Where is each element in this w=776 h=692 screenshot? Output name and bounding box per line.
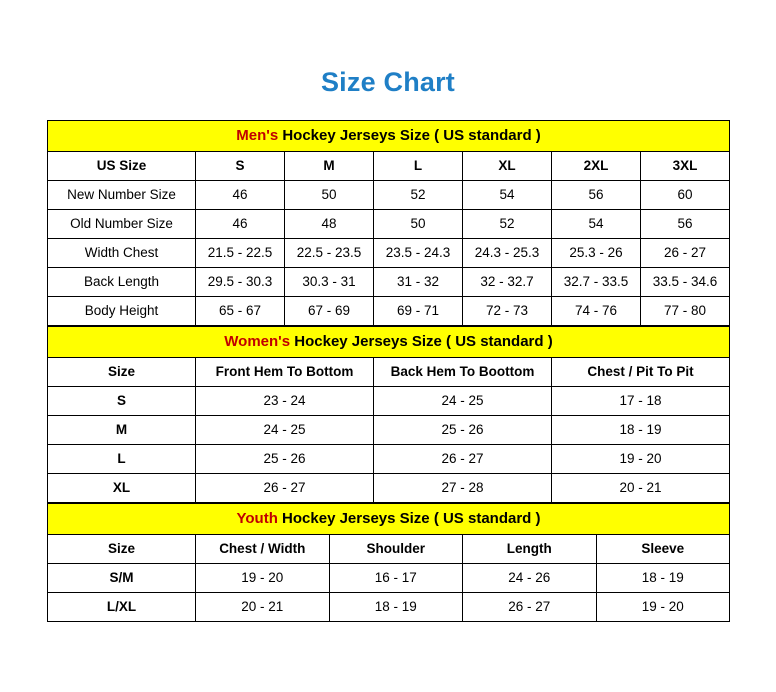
mens-row-1-val-3: 52 bbox=[463, 210, 552, 239]
mens-col-2: M bbox=[285, 152, 374, 181]
youth-row-0-val-2: 24 - 26 bbox=[463, 564, 597, 593]
mens-row-0-val-3: 54 bbox=[463, 181, 552, 210]
mens-row-0-val-1: 50 bbox=[285, 181, 374, 210]
table-row bbox=[48, 181, 730, 210]
womens-row-1-val-2: 18 - 19 bbox=[552, 416, 730, 445]
youth-row-1-val-0: 20 - 21 bbox=[196, 593, 330, 622]
womens-col-2: Back Hem To Boottom bbox=[374, 358, 552, 387]
womens-header-accent: Women's bbox=[224, 333, 291, 350]
table-row bbox=[48, 297, 730, 326]
womens-row-3-label: XL bbox=[48, 474, 196, 503]
mens-row-4-val-2: 69 - 71 bbox=[374, 297, 463, 326]
youth-col-4: Sleeve bbox=[596, 535, 730, 564]
mens-row-2-val-4: 25.3 - 26 bbox=[552, 239, 641, 268]
mens-row-1-val-5: 56 bbox=[641, 210, 730, 239]
womens-section-header-cell bbox=[48, 327, 730, 358]
mens-row-3-val-3: 32 - 32.7 bbox=[463, 268, 552, 297]
mens-row-2-val-0: 21.5 - 22.5 bbox=[196, 239, 285, 268]
womens-row-0-val-1: 24 - 25 bbox=[374, 387, 552, 416]
womens-row-1-val-0: 24 - 25 bbox=[196, 416, 374, 445]
youth-section-header-cell bbox=[48, 504, 730, 535]
mens-row-4-label: Body Height bbox=[48, 297, 196, 326]
mens-col-1: S bbox=[196, 152, 285, 181]
mens-row-4-val-1: 67 - 69 bbox=[285, 297, 374, 326]
mens-row-1-val-1: 48 bbox=[285, 210, 374, 239]
table-row bbox=[48, 564, 730, 593]
youth-col-0: Size bbox=[48, 535, 196, 564]
mens-row-2-val-2: 23.5 - 24.3 bbox=[374, 239, 463, 268]
mens-row-1-val-0: 46 bbox=[196, 210, 285, 239]
table-row bbox=[48, 239, 730, 268]
womens-row-0-val-0: 23 - 24 bbox=[196, 387, 374, 416]
womens-row-0-label: S bbox=[48, 387, 196, 416]
womens-column-header-row bbox=[48, 358, 730, 387]
mens-row-2-label: Width Chest bbox=[48, 239, 196, 268]
mens-row-3-val-4: 32.7 - 33.5 bbox=[552, 268, 641, 297]
mens-row-0-label: New Number Size bbox=[48, 181, 196, 210]
youth-row-0-val-0: 19 - 20 bbox=[196, 564, 330, 593]
mens-section-header bbox=[48, 121, 730, 152]
mens-row-4-val-0: 65 - 67 bbox=[196, 297, 285, 326]
table-row bbox=[48, 445, 730, 474]
table-row bbox=[48, 474, 730, 503]
mens-column-header-row bbox=[48, 152, 730, 181]
mens-row-4-val-4: 74 - 76 bbox=[552, 297, 641, 326]
mens-row-2-val-5: 26 - 27 bbox=[641, 239, 730, 268]
youth-row-0-val-1: 16 - 17 bbox=[329, 564, 463, 593]
youth-row-1-val-2: 26 - 27 bbox=[463, 593, 597, 622]
youth-row-0-val-3: 18 - 19 bbox=[596, 564, 730, 593]
youth-column-header-row bbox=[48, 535, 730, 564]
womens-row-1-val-1: 25 - 26 bbox=[374, 416, 552, 445]
mens-row-0-val-5: 60 bbox=[641, 181, 730, 210]
mens-row-1-val-2: 50 bbox=[374, 210, 463, 239]
mens-size-table bbox=[47, 120, 730, 326]
youth-header-accent: Youth bbox=[236, 510, 278, 527]
mens-col-4: XL bbox=[463, 152, 552, 181]
mens-header-rest: Hockey Jerseys Size ( US standard ) bbox=[278, 127, 541, 144]
mens-header-accent: Men's bbox=[236, 127, 279, 144]
womens-row-2-label: L bbox=[48, 445, 196, 474]
womens-row-3-val-2: 20 - 21 bbox=[552, 474, 730, 503]
mens-row-3-val-5: 33.5 - 34.6 bbox=[641, 268, 730, 297]
womens-row-0-val-2: 17 - 18 bbox=[552, 387, 730, 416]
table-row bbox=[48, 210, 730, 239]
youth-row-1-val-1: 18 - 19 bbox=[329, 593, 463, 622]
youth-header-rest: Hockey Jerseys Size ( US standard ) bbox=[277, 510, 541, 527]
mens-row-0-val-2: 52 bbox=[374, 181, 463, 210]
table-row bbox=[48, 268, 730, 297]
mens-row-3-label: Back Length bbox=[48, 268, 196, 297]
womens-header-rest: Hockey Jerseys Size ( US standard ) bbox=[290, 333, 553, 350]
womens-section-header bbox=[48, 327, 730, 358]
womens-size-table bbox=[47, 326, 730, 503]
mens-col-5: 2XL bbox=[552, 152, 641, 181]
mens-row-0-val-4: 56 bbox=[552, 181, 641, 210]
mens-row-0-val-0: 46 bbox=[196, 181, 285, 210]
womens-col-3: Chest / Pit To Pit bbox=[552, 358, 730, 387]
mens-row-3-val-2: 31 - 32 bbox=[374, 268, 463, 297]
mens-section-header-cell bbox=[48, 121, 730, 152]
mens-row-2-val-1: 22.5 - 23.5 bbox=[285, 239, 374, 268]
youth-row-0-label: S/M bbox=[48, 564, 196, 593]
womens-col-1: Front Hem To Bottom bbox=[196, 358, 374, 387]
mens-row-1-label: Old Number Size bbox=[48, 210, 196, 239]
youth-section-header bbox=[48, 504, 730, 535]
mens-row-2-val-3: 24.3 - 25.3 bbox=[463, 239, 552, 268]
page-title: Size Chart bbox=[320, 67, 456, 97]
youth-col-3: Length bbox=[463, 535, 597, 564]
size-tables-container bbox=[47, 120, 729, 622]
womens-row-2-val-2: 19 - 20 bbox=[552, 445, 730, 474]
youth-col-1: Chest / Width bbox=[196, 535, 330, 564]
youth-col-2: Shoulder bbox=[329, 535, 463, 564]
youth-row-1-label: L/XL bbox=[48, 593, 196, 622]
mens-col-0: US Size bbox=[48, 152, 196, 181]
mens-col-6: 3XL bbox=[641, 152, 730, 181]
womens-row-1-label: M bbox=[48, 416, 196, 445]
womens-row-3-val-1: 27 - 28 bbox=[374, 474, 552, 503]
womens-row-2-val-0: 25 - 26 bbox=[196, 445, 374, 474]
table-row bbox=[48, 416, 730, 445]
youth-size-table bbox=[47, 503, 730, 622]
mens-col-3: L bbox=[374, 152, 463, 181]
womens-col-0: Size bbox=[48, 358, 196, 387]
womens-row-2-val-1: 26 - 27 bbox=[374, 445, 552, 474]
mens-row-4-val-5: 77 - 80 bbox=[641, 297, 730, 326]
mens-row-3-val-0: 29.5 - 30.3 bbox=[196, 268, 285, 297]
mens-row-3-val-1: 30.3 - 31 bbox=[285, 268, 374, 297]
mens-row-4-val-3: 72 - 73 bbox=[463, 297, 552, 326]
womens-row-3-val-0: 26 - 27 bbox=[196, 474, 374, 503]
table-row bbox=[48, 387, 730, 416]
mens-row-1-val-4: 54 bbox=[552, 210, 641, 239]
youth-row-1-val-3: 19 - 20 bbox=[596, 593, 730, 622]
table-row bbox=[48, 593, 730, 622]
